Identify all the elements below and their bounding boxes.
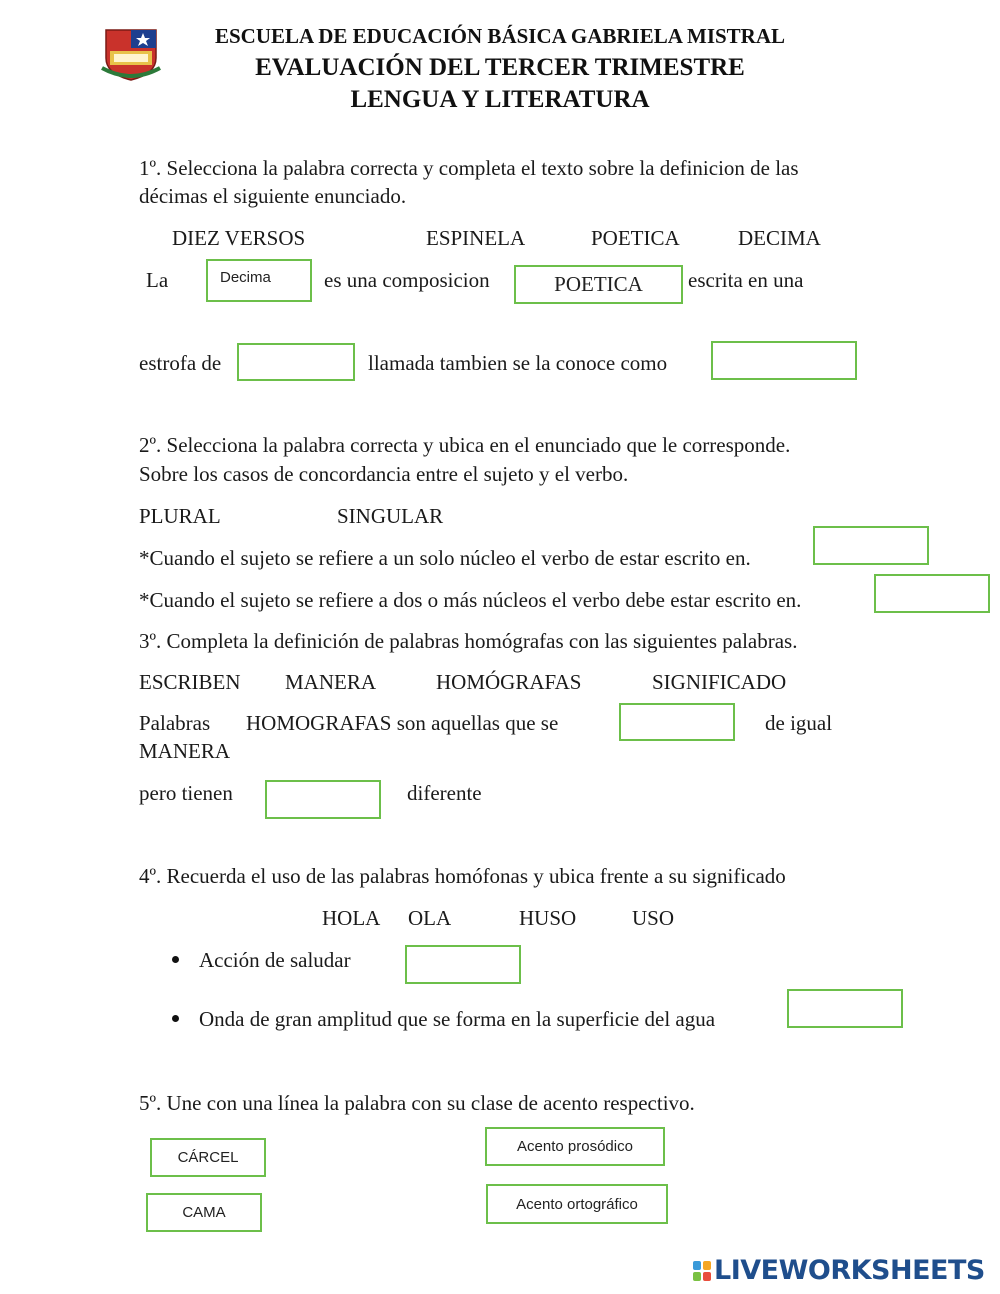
q4-item-1: Acción de saludar bbox=[199, 948, 351, 972]
q3-text-homografas: HOMOGRAFAS son aquellas que se bbox=[246, 711, 559, 735]
q1-word-option: DECIMA bbox=[738, 226, 821, 250]
subject-title: LENGUA Y LITERATURA bbox=[350, 86, 650, 113]
q4-word-option: HUSO bbox=[519, 906, 577, 930]
q2-word-option: PLURAL bbox=[139, 504, 221, 528]
q1-text-estrofa: estrofa de bbox=[139, 351, 222, 375]
q1-word-option: DIEZ VERSOS bbox=[172, 226, 306, 250]
q1-text-la: La bbox=[146, 268, 169, 292]
q2-prompt-line1: 2º. Selecciona la palabra correcta y ubica en el enunciado que le corresponde. bbox=[139, 433, 791, 457]
q4-word-option: USO bbox=[632, 906, 675, 930]
q5-left-label: CAMA bbox=[182, 1204, 226, 1221]
q1-text-composicion: es una composicion bbox=[324, 268, 490, 292]
q5-right-label: Acento prosódico bbox=[517, 1138, 633, 1155]
liveworksheets-logo[interactable] bbox=[692, 1255, 985, 1286]
q1-answer-2-value: POETICA bbox=[554, 272, 643, 296]
q3-text-manera: MANERA bbox=[139, 739, 231, 763]
q5-right-item-ortografico[interactable] bbox=[486, 1184, 668, 1224]
q5-left-item-cama[interactable] bbox=[146, 1193, 262, 1232]
q5-right-item-prosodico[interactable] bbox=[485, 1127, 665, 1166]
q3-text-igual: de igual bbox=[765, 711, 833, 735]
q2-sentence-1: *Cuando el sujeto se refiere a un solo núcleo el verbo de estar escrito en. bbox=[139, 546, 751, 570]
q4-prompt: 4º. Recuerda el uso de las palabras homófonas y ubica frente a su significado bbox=[139, 864, 786, 888]
liveworksheets-mark-icon bbox=[692, 1260, 712, 1282]
q5-prompt: 5º. Une con una línea la palabra con su clase de acento respectivo. bbox=[139, 1091, 695, 1115]
q2-prompt-line2: Sobre los casos de concordancia entre el sujeto y el verbo. bbox=[139, 462, 629, 486]
brand-square-green bbox=[693, 1272, 701, 1281]
liveworksheets-wordmark: LIVEWORKSHEETS bbox=[714, 1255, 985, 1286]
q1-answer-box-2[interactable] bbox=[514, 265, 683, 304]
q1-answer-box-4[interactable] bbox=[711, 341, 857, 380]
q3-prompt: 3º. Completa la definición de palabras homógrafas con las siguientes palabras. bbox=[139, 629, 798, 653]
brand-square-blue bbox=[693, 1261, 701, 1270]
q2-answer-box-2[interactable] bbox=[874, 574, 990, 613]
q2-word-option: SINGULAR bbox=[337, 504, 444, 528]
q5-left-label: CÁRCEL bbox=[177, 1149, 239, 1166]
q3-word-option: HOMÓGRAFAS bbox=[436, 670, 582, 694]
q3-text-palabras: Palabras bbox=[139, 711, 211, 735]
q4-answer-box-1[interactable] bbox=[405, 945, 521, 984]
q3-word-option: ESCRIBEN bbox=[139, 670, 241, 694]
q1-answer-box-1[interactable] bbox=[206, 259, 312, 302]
q1-answer-box-3[interactable] bbox=[237, 343, 355, 381]
q2-sentence-2: *Cuando el sujeto se refiere a dos o más núcleos el verbo debe estar escrito en. bbox=[139, 588, 802, 612]
evaluation-title: EVALUACIÓN DEL TERCER TRIMESTRE bbox=[255, 54, 745, 81]
q1-text-llamada: llamada tambien se la conoce como bbox=[368, 351, 668, 375]
school-name: ESCUELA DE EDUCACIÓN BÁSICA GABRIELA MISTRAL bbox=[214, 24, 786, 48]
q4-word-option: HOLA bbox=[322, 906, 381, 930]
q1-word-option: ESPINELA bbox=[426, 226, 526, 250]
q3-text-pero: pero tienen bbox=[139, 781, 233, 805]
q5-left-item-carcel[interactable] bbox=[150, 1138, 266, 1177]
q3-answer-box-1[interactable] bbox=[619, 703, 735, 741]
q4-word-option: OLA bbox=[408, 906, 452, 930]
q5-right-label: Acento ortográfico bbox=[516, 1195, 638, 1213]
q2-answer-box-1[interactable] bbox=[813, 526, 929, 565]
q3-answer-box-2[interactable] bbox=[265, 780, 381, 819]
brand-square-orange bbox=[703, 1261, 711, 1270]
q1-prompt-line2: décimas el siguiente enunciado. bbox=[139, 184, 407, 208]
q1-answer-1-value: Decima bbox=[220, 269, 271, 286]
q1-word-option: POETICA bbox=[591, 226, 680, 250]
q3-word-option: MANERA bbox=[285, 670, 377, 694]
q4-item-2: Onda de gran amplitud que se forma en la superficie del agua bbox=[199, 1007, 716, 1031]
q4-answer-box-2[interactable] bbox=[787, 989, 903, 1028]
q3-word-option: SIGNIFICADO bbox=[652, 670, 787, 694]
q3-text-diferente: diferente bbox=[407, 781, 482, 805]
q1-prompt-line1: 1º. Selecciona la palabra correcta y completa el texto sobre la definicion de las bbox=[139, 156, 799, 180]
bullet-icon bbox=[172, 956, 179, 963]
q1-text-escrita: escrita en una bbox=[688, 268, 804, 292]
bullet-icon bbox=[172, 1015, 179, 1022]
brand-square-red bbox=[703, 1272, 711, 1281]
